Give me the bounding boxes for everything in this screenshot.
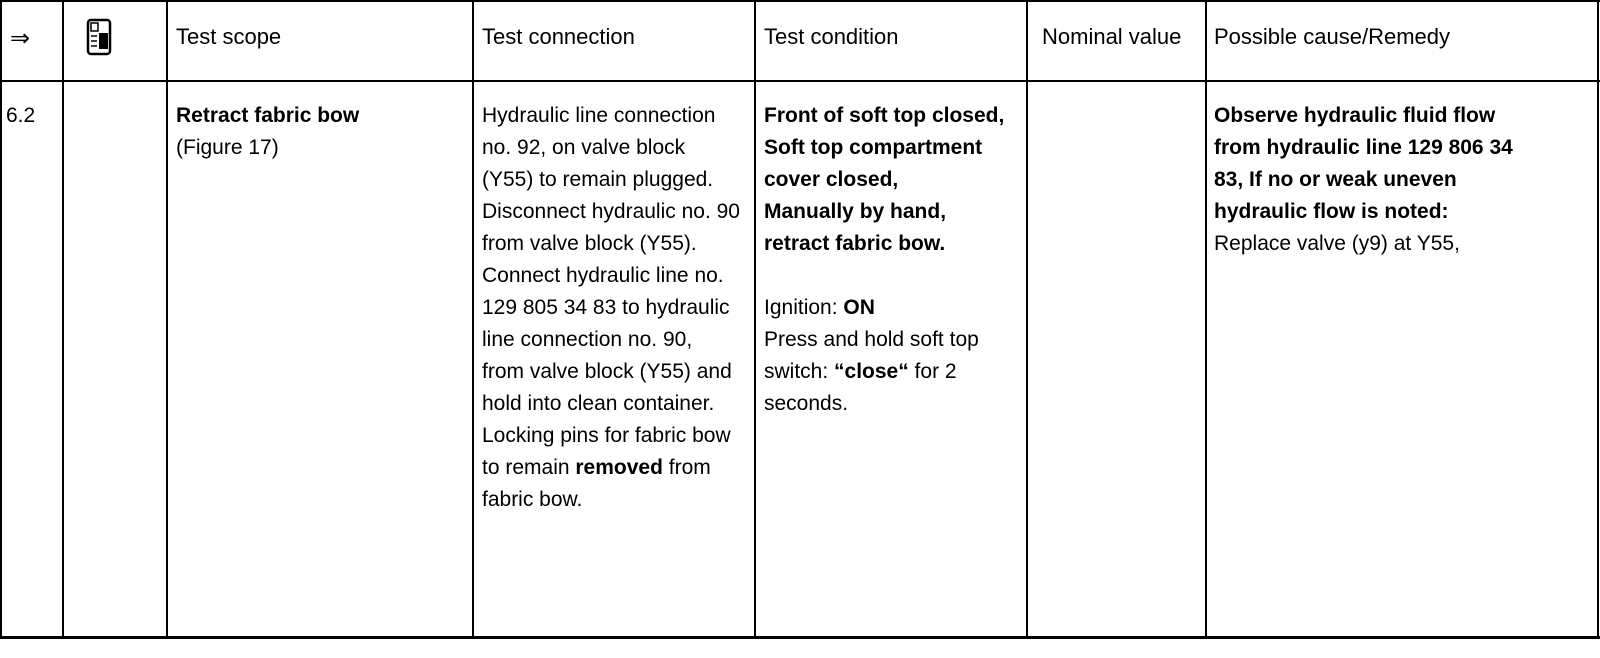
condition-line: cover closed,: [764, 168, 899, 191]
col-divider: [1026, 0, 1028, 639]
col-divider: [754, 0, 756, 639]
col-divider: [166, 0, 168, 639]
connection-line: hold into clean container.: [482, 392, 715, 415]
condition-line: retract fabric bow.: [764, 232, 946, 255]
connection-line: Hydraulic line connection: [482, 104, 716, 127]
connection-line: to remain removed from: [482, 456, 711, 479]
condition-spacer: [764, 260, 1004, 292]
test-condition-cell: [764, 100, 1004, 420]
col-divider: [62, 0, 64, 639]
connection-line: Connect hydraulic line no.: [482, 264, 724, 287]
col-divider: [0, 0, 2, 639]
connection-line: line connection no. 90,: [482, 328, 693, 351]
table-top-border: [0, 0, 1600, 2]
header-test-connection: Test connection: [482, 24, 635, 49]
test-scope-cell: [176, 100, 359, 164]
condition-line: Soft top compartment: [764, 136, 983, 159]
connection-line: from valve block (Y55) and: [482, 360, 732, 383]
test-connection-cell: [482, 100, 740, 516]
tester-icon: [86, 18, 114, 61]
header-bottom-border: [0, 80, 1600, 82]
scope-title: Retract fabric bow: [176, 104, 360, 127]
connection-line: 129 805 34 83 to hydraulic: [482, 296, 730, 319]
col-divider: [1597, 0, 1599, 639]
header-possible-cause: Possible cause/Remedy: [1214, 24, 1451, 49]
step-number: 6.2: [6, 104, 36, 127]
connection-line: Locking pins for fabric bow: [482, 424, 731, 447]
remedy-line: from hydraulic line 129 806 34: [1214, 136, 1513, 159]
possible-cause-cell: [1214, 100, 1513, 260]
header-test-scope: Test scope: [176, 24, 282, 49]
header-test-condition: Test condition: [764, 24, 899, 49]
remedy-line: 83, If no or weak uneven: [1214, 168, 1457, 191]
connection-line: no. 92, on valve block: [482, 136, 686, 159]
connection-line: (Y55) to remain plugged.: [482, 168, 714, 191]
condition-line: Press and hold soft top: [764, 328, 979, 351]
condition-line: switch: “close“ for 2: [764, 360, 957, 383]
connection-line: Disconnect hydraulic no. 90: [482, 200, 740, 223]
remedy-line: hydraulic flow is noted:: [1214, 200, 1449, 223]
condition-line: seconds.: [764, 392, 849, 415]
scope-figure-ref: (Figure 17): [176, 136, 279, 159]
condition-line: Front of soft top closed,: [764, 104, 1005, 127]
table-bottom-border: [0, 636, 1600, 639]
col-divider: [1205, 0, 1207, 639]
condition-line: Manually by hand,: [764, 200, 947, 223]
remedy-line: Replace valve (y9) at Y55,: [1214, 232, 1460, 255]
connection-line: from valve block (Y55).: [482, 232, 697, 255]
condition-ignition: Ignition: ON: [764, 296, 875, 319]
remedy-line: Observe hydraulic fluid flow: [1214, 104, 1496, 127]
col-divider: [472, 0, 474, 639]
header-nominal-value: Nominal value: [1042, 24, 1182, 49]
connection-line: fabric bow.: [482, 488, 583, 511]
header-arrow: ⇒: [10, 25, 31, 52]
